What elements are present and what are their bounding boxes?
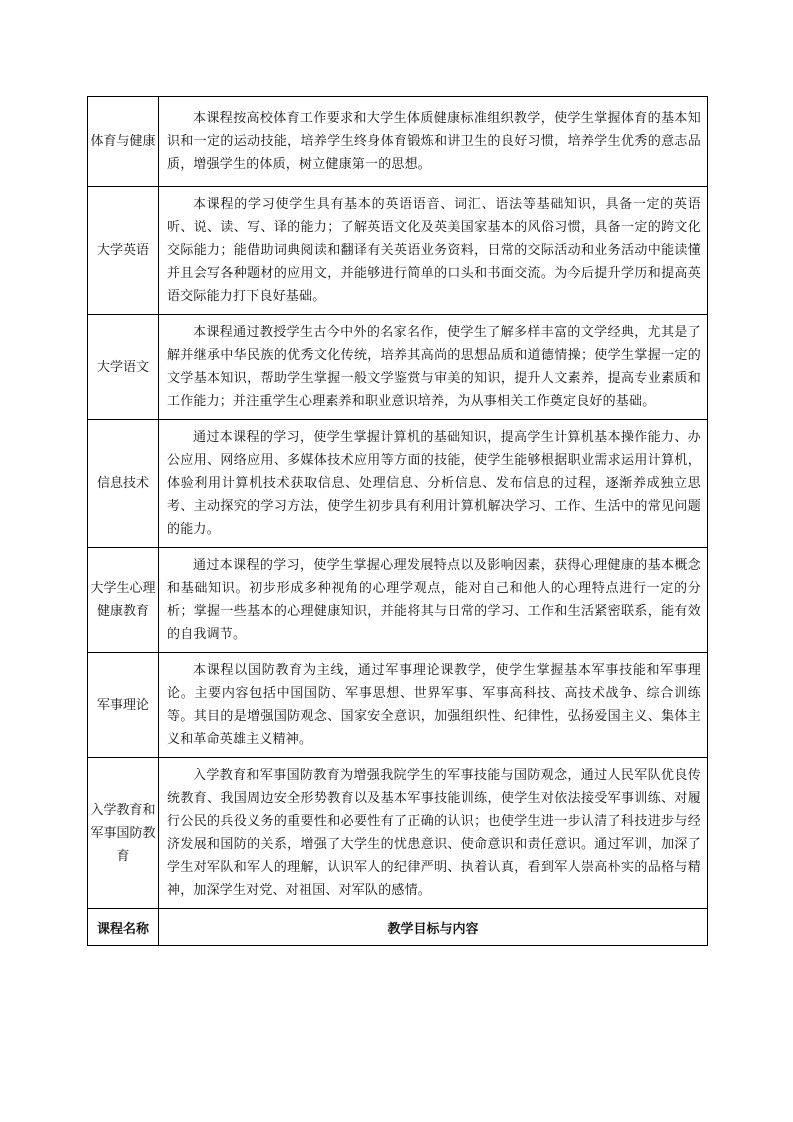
- course-table: [87, 96, 708, 946]
- table-row: [88, 653, 708, 758]
- course-description: [159, 653, 708, 758]
- course-name: 入学教育和军事国防教育: [88, 758, 159, 909]
- header-course-name: 课程名称: [88, 909, 159, 946]
- course-name: 大学生心理健康教育: [88, 548, 159, 653]
- course-description-text: 通过本课程的学习，使学生掌握心理发展特点以及影响因素，获得心理健康的基本概念和基础知识。初步形成多种视角的心理学观点，能对自己和他人的心理特点进行一定的分析；掌握一些基本的心理健康知识，并能将其与日常的学习、工作和生活紧密联系，能有效的自我调节。: [167, 558, 701, 642]
- course-name: 大学语文: [88, 315, 159, 420]
- table-row: [88, 548, 708, 653]
- header-teaching-content: 教学目标与内容: [159, 909, 708, 946]
- course-description-text: 入学教育和军事国防教育为增强我院学生的军事技能与国防观念，通过人民军队优良传统教育、我国周边安全形势教育以及基本军事技能训练，使学生对依法接受军事训练、对履行公民的兵役义务的重要性和必要性有了正确的认识；也使学生进一步认清了科技进步与经济发展和国防的关系，增强了大学生的忧患意识、使命意识和责任意识。通过军训，加深了学生对军队和军人的理解，认识军人的纪律严明、执着认真，看到军人崇高朴实的品格与精神，加深学生对党、对祖国、对军队的感情。: [167, 768, 701, 898]
- course-description-text: 本课程通过教授学生古今中外的名家名作，使学生了解多样丰富的文学经典，尤其是了解并继承中华民族的优秀文化传统，培养其高尚的思想品质和道德情操；使学生掌握一定的文学基本知识，帮助学生掌握一般文学鉴赏与审美的知识，提升人文素养，提高专业素质和工作能力；并注重学生心理素养和职业意识培养，为从事相关工作奠定良好的基础。: [167, 325, 701, 409]
- course-name: 体育与健康: [88, 97, 159, 187]
- table-row: [88, 187, 708, 315]
- course-name: 信息技术: [88, 420, 159, 548]
- table-header-row: [88, 909, 708, 946]
- course-description: [159, 758, 708, 909]
- table-row: [88, 315, 708, 420]
- course-description-text: 通过本课程的学习，使学生掌握计算机的基础知识，提高学生计算机基本操作能力、办公应用、网络应用、多媒体技术应用等方面的技能，使学生能够根据职业需求运用计算机，体验利用计算机技术获取信息、处理信息、分析信息、发布信息的过程，逐渐养成独立思考、主动探究的学习方法，使学生初步具有利用计算机解决学习、工作、生活中的常见问题的能力。: [167, 430, 701, 537]
- table-row: [88, 97, 708, 187]
- table-row: [88, 758, 708, 909]
- course-description-text: 本课程的学习使学生具有基本的英语语音、词汇、语法等基础知识，具备一定的英语听、说、读、写、译的能力；了解英语文化及英美国家基本的风俗习惯，具备一定的跨文化交际能力；能借助词典阅读和翻译有关英语业务资料，日常的交际活动和业务活动中能读懂并且会写各种题材的应用文，并能够进行简单的口头和书面交流。为今后提升学历和提高英语交际能力打下良好基础。: [167, 197, 701, 304]
- course-description: [159, 420, 708, 548]
- course-name: 大学英语: [88, 187, 159, 315]
- course-description-text: 本课程按高校体育工作要求和大学生体质健康标准组织教学，使学生掌握体育的基本知识和一定的运动技能，培养学生终身体育锻炼和讲卫生的良好习惯，培养学生优秀的意志品质，增强学生的体质，树立健康第一的思想。: [167, 111, 701, 172]
- course-description: [159, 315, 708, 420]
- table-row: [88, 420, 708, 548]
- course-description: [159, 97, 708, 187]
- course-description-text: 本课程以国防教育为主线，通过军事理论课教学，使学生掌握基本军事技能和军事理论。主要内容包括中国国防、军事思想、世界军事、军事高科技、高技术战争、综合训练等。其目的是增强国防观念、国家安全意识，加强组织性、纪律性，弘扬爱国主义、集体主义和革命英雄主义精神。: [167, 663, 701, 747]
- course-name: 军事理论: [88, 653, 159, 758]
- course-description: [159, 187, 708, 315]
- course-description: [159, 548, 708, 653]
